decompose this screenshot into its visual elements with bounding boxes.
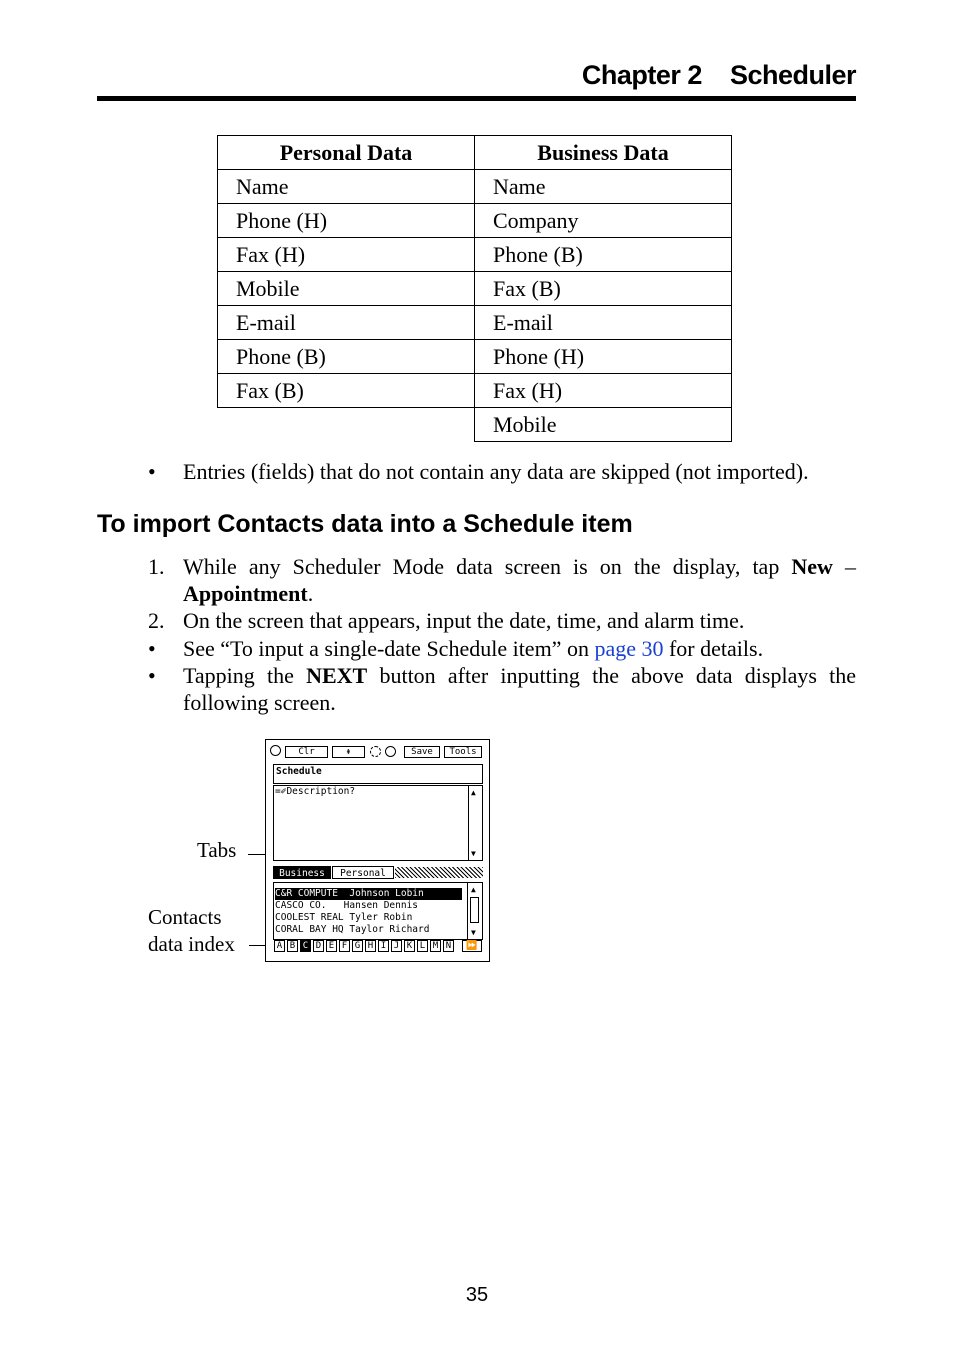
description-scrollbar[interactable] bbox=[468, 786, 482, 860]
table-cell: Phone (B) bbox=[218, 340, 475, 374]
alarm-icon[interactable] bbox=[385, 746, 396, 757]
index-letter-l[interactable]: L bbox=[417, 940, 428, 952]
index-next-page-button[interactable]: ⏩ bbox=[462, 940, 482, 952]
callout-index-line2: data index bbox=[148, 932, 235, 956]
table-cell: Mobile bbox=[475, 408, 732, 442]
tab-personal[interactable]: Personal bbox=[332, 866, 394, 879]
clr-button[interactable]: Clr bbox=[285, 746, 328, 758]
callout-tabs: Tabs bbox=[197, 838, 237, 862]
search-icon[interactable] bbox=[270, 745, 281, 756]
table-header-personal: Personal Data bbox=[218, 136, 475, 170]
callout-index-line1: Contacts bbox=[148, 905, 222, 929]
list-scroll-thumb[interactable] bbox=[470, 897, 479, 923]
description-area[interactable] bbox=[273, 785, 483, 861]
table-cell: Phone (H) bbox=[475, 340, 732, 374]
chapter-title: Scheduler bbox=[729, 60, 856, 90]
schedule-label: Schedule bbox=[276, 766, 322, 777]
index-letter-f[interactable]: F bbox=[339, 940, 350, 952]
list-scroll-down-icon[interactable]: ▼ bbox=[471, 928, 476, 937]
tab-business[interactable]: Business bbox=[273, 866, 331, 879]
appointment-command: Appointment bbox=[183, 581, 308, 606]
table-cell: Name bbox=[475, 170, 732, 204]
scroll-down-arrow-icon[interactable]: ▼ bbox=[471, 849, 476, 858]
index-letter-e[interactable]: E bbox=[326, 940, 337, 952]
table-cell: Fax (B) bbox=[218, 374, 475, 408]
scroll-up-button[interactable]: ⇞ bbox=[332, 746, 365, 758]
new-command: New bbox=[791, 554, 833, 579]
description-placeholder: =✐Description? bbox=[275, 786, 356, 797]
index-letter-a[interactable]: A bbox=[274, 940, 285, 952]
index-letter-j[interactable]: J bbox=[391, 940, 402, 952]
clock-icon[interactable] bbox=[370, 746, 381, 757]
index-letter-h[interactable]: H bbox=[365, 940, 376, 952]
table-cell: Company bbox=[475, 204, 732, 238]
index-letter-d[interactable]: D bbox=[313, 940, 324, 952]
index-letter-m[interactable]: M bbox=[430, 940, 441, 952]
scroll-up-arrow-icon[interactable]: ▲ bbox=[471, 788, 476, 797]
header-rule bbox=[97, 96, 856, 101]
table-cell: Fax (B) bbox=[475, 272, 732, 306]
contact-row[interactable]: COOLEST REAL Tyler Robin bbox=[275, 912, 413, 923]
table-cell-empty bbox=[218, 408, 475, 442]
chapter-header bbox=[582, 60, 856, 91]
page-number: 35 bbox=[465, 1284, 489, 1306]
table-cell: Name bbox=[218, 170, 475, 204]
table-cell: E-mail bbox=[475, 306, 732, 340]
section-title: To import Contacts data into a Schedule item bbox=[97, 510, 633, 538]
contact-row[interactable]: CORAL BAY HQ Taylor Richard bbox=[275, 924, 430, 935]
tab-bar-fill bbox=[395, 867, 483, 878]
list-scroll-up-icon[interactable]: ▲ bbox=[471, 885, 476, 894]
schedule-field[interactable] bbox=[273, 764, 483, 784]
table-cell: Phone (B) bbox=[475, 238, 732, 272]
contacts-scrollbar[interactable] bbox=[467, 883, 482, 939]
contact-row-selected[interactable]: C&R COMPUTE Johnson Lobin bbox=[275, 888, 462, 900]
table-cell: E-mail bbox=[218, 306, 475, 340]
index-letter-b[interactable]: B bbox=[287, 940, 298, 952]
next-keyword: NEXT bbox=[306, 663, 368, 688]
save-button[interactable]: Save bbox=[404, 746, 440, 758]
index-letter-k[interactable]: K bbox=[404, 940, 415, 952]
index-letter-c[interactable]: C bbox=[300, 940, 311, 952]
page-30-link[interactable]: page 30 bbox=[594, 636, 664, 661]
chapter-label: Chapter 2 bbox=[581, 60, 702, 90]
device-screen bbox=[265, 739, 490, 962]
index-letter-n[interactable]: N bbox=[443, 940, 454, 952]
tools-button[interactable]: Tools bbox=[444, 746, 482, 758]
table-cell: Mobile bbox=[218, 272, 475, 306]
data-mapping-table bbox=[217, 135, 732, 442]
table-cell: Fax (H) bbox=[218, 238, 475, 272]
table-cell: Fax (H) bbox=[475, 374, 732, 408]
index-letter-i[interactable]: I bbox=[378, 940, 389, 952]
contact-row[interactable]: CASCO CO. Hansen Dennis bbox=[275, 900, 419, 911]
table-header-business: Business Data bbox=[475, 136, 732, 170]
index-letter-g[interactable]: G bbox=[352, 940, 363, 952]
table-cell: Phone (H) bbox=[218, 204, 475, 238]
